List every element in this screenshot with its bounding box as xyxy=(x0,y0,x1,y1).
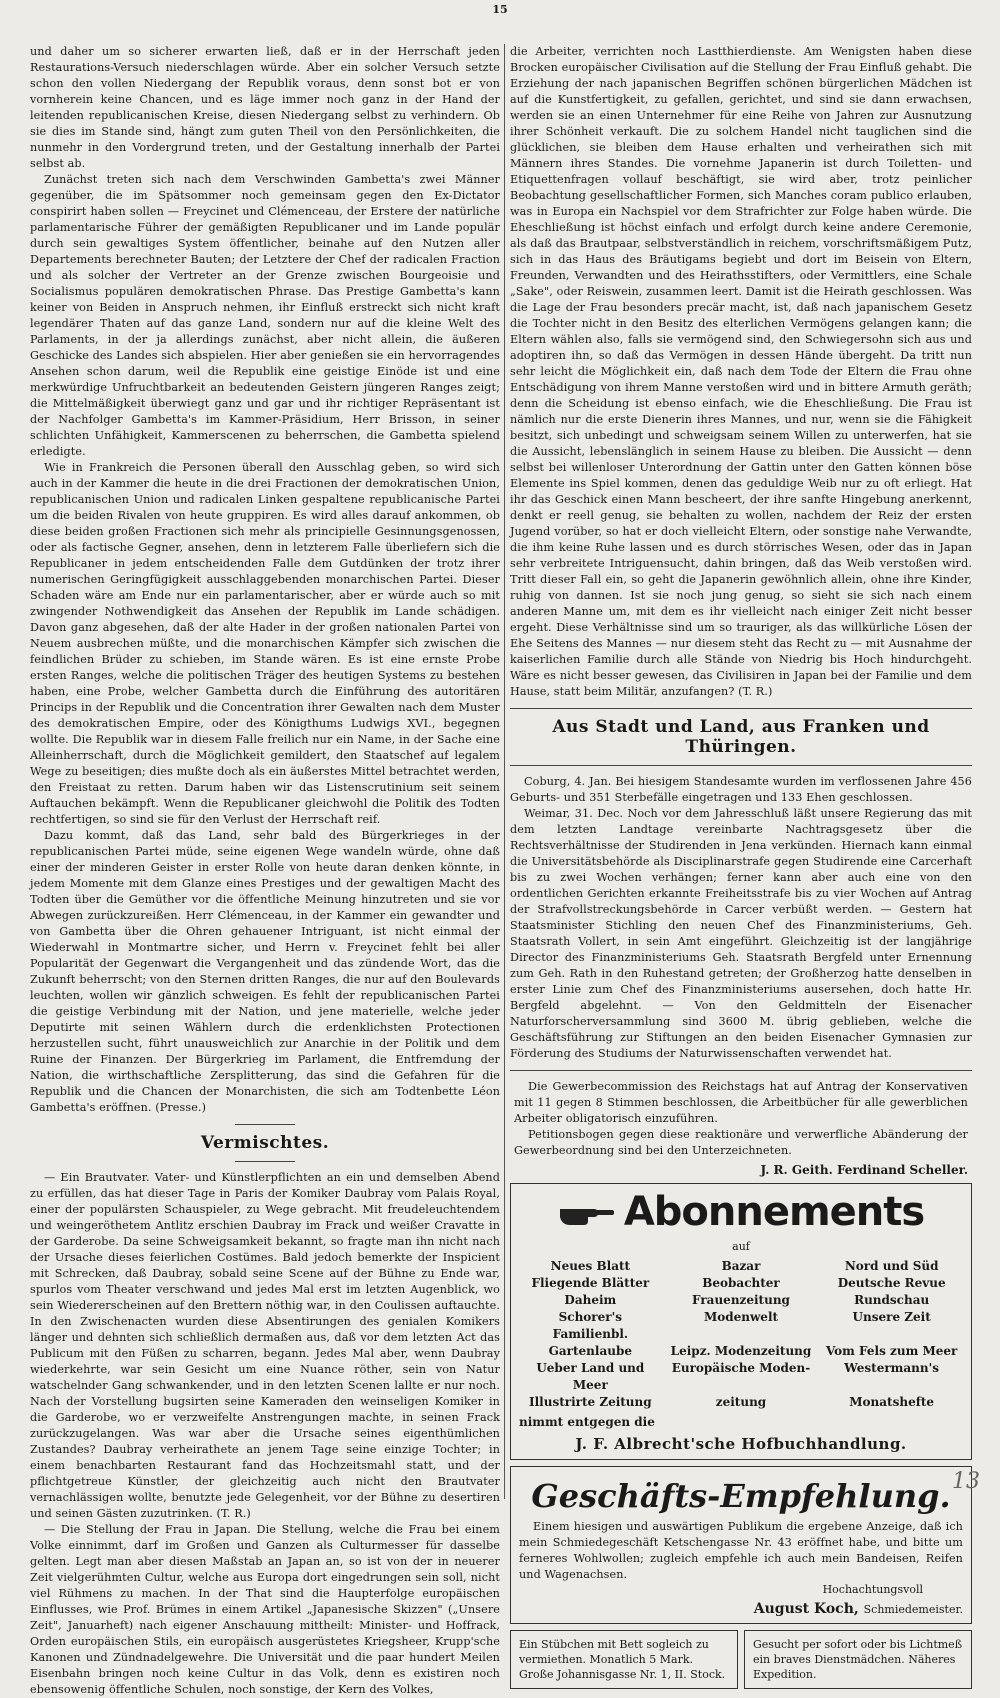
divider xyxy=(235,1161,295,1162)
magazine-item: Europäische Moden- xyxy=(671,1361,811,1375)
classified-room: Ein Stübchen mit Bett sogleich zu vermiethen. Monatlich 5 Mark. Große Johannisgasse Nr. 1, II. Stock. xyxy=(510,1630,738,1689)
ad-signature xyxy=(519,1601,963,1617)
divider xyxy=(510,708,972,709)
magazine-item: Monatshefte xyxy=(849,1395,935,1409)
article-paragraph: — Die Stellung der Frau in Japan. Die Stellung, welche die Frau bei einem Volke einnimmt, darf im Großen und Ganzen als Culturmesser für dasselbe gelten. Legt man aber diesen Maßstab an Japan an, so ist von der in neuerer Zeit vielgerühmten Cultur, welche aus Europa dort eingedrungen sein soll, nicht viel Rühmens zu machen. In der That sind die Haupterfolge europäischen Einflusses, wie Prof. Brümes in einem Artikel „Japanesische Skizzen" („Unsere Zeit", Januarheft) nach eigener Anschauung mittheilt: Minister- und Hoffrack, Orden europäischen Stils, ein europäisch ausgerüstetes Kriegsheer, Krupp'sche Kanonen und Zündnadelgewehre. Die Universität und die paar hundert Meilen Eisenbahn bringen noch keine Cultur in das Volk, denn es existiren noch ebensowenig öffentliche Schulen, noch sonstige, der Kern des Volkes, xyxy=(30,1523,500,1696)
magazine-item: zeitung xyxy=(715,1395,767,1409)
ad-title xyxy=(519,1190,963,1236)
advertisement-geschaeft xyxy=(510,1466,972,1624)
article-paragraph: Dazu kommt, daß das Land, sehr bald des Bürgerkrieges in der republicanischen Partei müde, seine eigenen Wege wandeln würde, ohne daß einer der minderen Geister in erster Rolle von heute daran denken könnte, in jedem Momente mit dem Glanze eines Prestiges und der gewaltigen Macht des Todten über die Gemüther vor die öffentliche Meinung hinzutreten und sie vor Abwegen zurückzureißen. Herr Clémenceau, in der Kammer ein gewandter und von Gambetta über die Ohren gehauener Intriguant, ist nicht einmal der Wiederwahl in Montmartre sicher, und Herrn v. Freycinet fehlt bei aller Popularität der Gegenwart die Vergangenheit und das zündende Wort, das die Zukunft beherrscht; von den Sternen dritten Ranges, die nur auf den Boulevards leuchten, wollen wir gänzlich schweigen. Es fehlt der republicanischen Partei die geistige Verbindung mit der Nation, und jene materielle, welche jeder Deputirte mit seinen Wählern durch die erdenklichsten Protectionen herzustellen sucht, führt unausweichlich zur Anarchie in der Politik und dem Ruine der Finanzen. Der Bürgerkrieg im Parlament, die Entfremdung der Nation, die wirthschaftliche Zersplitterung, das sind die Gefahren für die Republik und die Chancen der Monarchisten, die sich am Todtenbette Léon Gambetta's eröffnen. (Presse.) xyxy=(30,829,500,1114)
magazine-item: Illustrirte Zeitung xyxy=(529,1395,652,1409)
article-paragraph: und daher um so sicherer erwarten ließ, daß er in der Herrschaft jeden Restaurations-Versuch niederschlagen würde. Aber ein solcher Versuch setzte schon den vollen Niedergang der Republik voraus, denn sonst bot er von vornherein keine Chancen, und es läge immer noch ganz in der Hand der leitenden republicanischen Kreise, diesen Niedergang selbst zu verhindern. Ob sie dies im Stande sind, hängt zum guten Theil von den Persönlichkeiten, die nunmehr in den Vordergrund treten, und der Gestaltung innerhalb der Partei selbst ab. xyxy=(30,45,500,170)
ad-auf: auf xyxy=(732,1240,750,1253)
magazine-item: Fliegende Blätter xyxy=(531,1276,650,1290)
magazine-item: Daheim xyxy=(564,1293,617,1307)
magazine-item: Rundschau xyxy=(854,1293,930,1307)
magazine-item: Leipz. Modenzeitung xyxy=(670,1344,812,1358)
magazine-item: Gartenlaube xyxy=(548,1344,632,1358)
magazine-grid xyxy=(519,1258,963,1411)
magazine-item: Unsere Zeit xyxy=(852,1310,931,1324)
ad-regards: Hochachtungsvoll xyxy=(822,1583,923,1596)
advertisement-abonnements xyxy=(510,1183,972,1460)
petition-notice xyxy=(510,1079,972,1177)
article-paragraph: Zunächst treten sich nach dem Verschwinden Gambetta's zwei Männer gegenüber, die im Spätsommer noch gemeinsam gegen den Ex-Dictator conspirirt haben sollen — Freycinet und Clémenceau, der Erstere der natürliche parlamentarische Führer der gemäßigten Republicaner und im Lande populär durch sein gewaltiges System öffentlicher, beinahe auf den Nutzen aller Departements berechneter Bauten; der Letztere der Chef der radicalen Fraction und als solcher der Vertreter an der Grenze zwischen Bourgeoisie und Socialismus populären demokratischen Phrase. Das Prestige Gambetta's kann keiner von Beiden in Anspruch nehmen, ihr Einfluß erstreckt sich nicht kraft legendärer Thaten auf das ganze Land, sondern nur auf die kleine Welt des Parlaments, in der ja allerdings zunächst, aber nicht allein, die äußeren Geschicke des Landes sich abspielen. Hier aber genießen sie ein hervorragendes Ansehen schon darum, weil die Republik eine geistige Einöde ist und eine merkwürdige Unfruchtbarkeit an bedeutenden Geistern jüngeren Ranges zeigt; die Mittelmäßigkeit überwiegt ganz und gar und ihr richtiger Repräsentant ist der Nachfolger Gambetta's im Kammer-Präsidium, Herr Brisson, in seiner schlichten Unfähigkeit, Kammerscenen zu beherrschen, die Gambetta spielend erledigte. xyxy=(30,173,500,458)
magazine-item: Westermann's xyxy=(844,1361,940,1375)
ad-title-text: Abonnements xyxy=(623,1189,925,1235)
right-column xyxy=(510,44,972,1689)
classified-maid: Gesucht per sofort oder bis Lichtmeß ein braves Dienstmädchen. Näheres Expedition. xyxy=(744,1630,972,1689)
ad-name: August Koch, xyxy=(753,1601,859,1617)
notice-text: Petitionsbogen gegen diese reaktionäre und verwerfliche Abänderung der Gewerbeordnung sind bei den Unterzeichneten. xyxy=(514,1128,968,1157)
left-column xyxy=(30,44,500,1698)
handwritten-mark: 13 xyxy=(952,1469,980,1494)
magazine-item: Bazar xyxy=(721,1259,761,1273)
section-heading-vermischtes: Vermischtes. xyxy=(200,1133,330,1153)
ad-title: Geschäfts-Empfehlung. xyxy=(531,1477,951,1515)
column-divider xyxy=(504,44,505,1499)
notice-text: Die Gewerbecommission des Reichstags hat auf Antrag der Konservativen mit 11 gegen 8 Stimmen beschlossen, die Arbeitbücher für alle gewerblichen Arbeiter obligatorisch einzuführen. xyxy=(514,1080,968,1125)
news-item: Weimar, 31. Dec. Noch vor dem Jahresschluß läßt unsere Regierung das mit dem letzten Landtage vereinbarte Nachtragsgesetz über die Rechtsverhältnisse der Studirenden in Jena verkünden. Hiernach kann einmal die Universitätsbehörde als Disciplinarstrafe gegen Studirende eine Carcerhaft bis zu zwei Wochen verhängen; ferner kann aber auch eine von den ordentlichen Gerichten erkannte Freiheitsstrafe bis zu vier Wochen auf Antrag der Strafvollstreckungsbehörde in Carcer verbüßt werden. — Gestern hat Staatsminister Stichling den neuen Chef des Finanzministeriums, Geh. Staatsrath Vollert, in sein Amt eingeführt. Gleichzeitig ist der langjährige Director des Finanzministeriums Geh. Staatsrath Bergfeld unter Ernennung zum Geh. Rath in den Ruhestand getreten; der Großherzog hatte denselben in erster Linie zum Chef des Finanzministeriums ausersehen, doch hatte Hr. Bergfeld abgelehnt. — Von den Geldmitteln der Eisenacher Naturforscherversammlung sind 3600 M. übrig geblieben, welche die Geschäftsführung zur Stiftungen an den beiden Eisenacher Gymnasien zur Förderung des Studiums der Naturwissenschaften verwendet hat. xyxy=(510,807,972,1060)
divider xyxy=(510,765,972,766)
ad-body: Einem hiesigen und auswärtigen Publikum die ergebene Anzeige, daß ich mein Schmiedegeschäft Ketschengasse Nr. 43 eröffnet habe, und bitte um ferneres Wohlwollen; zugleich empfehle ich auch mein Bandeisen, Reifen und Wagenachsen. xyxy=(519,1520,963,1581)
notice-signature: J. R. Geith. Ferdinand Scheller. xyxy=(760,1163,968,1177)
article-paragraph: die Arbeiter, verrichten noch Lastthierdienste. Am Wenigsten haben diese Brocken europäischer Civilisation auf die Stellung der Frau Einfluß gehabt. Die Erziehung der nach japanischen Begriffen schönen bürgerlichen Mädchen ist auf die Kunstfertigkeit, zu gefallen, gerichtet, und sind sie dann erwachsen, werden sie an einen Unternehmer für eine Reihe von Jahren zur Ausnutzung ihrer Schönheit verkauft. Die zu solchem Handel nicht tauglichen sind die glücklichen, sie bleiben dem Hause erhalten und verheirathen sich mit Männern ihres Standes. Die vornehme Japanerin ist durch Toiletten- und Etiquettenfragen vollauf beschäftigt, sie wird aber, trotz peinlicher Beobachtung gesellschaftlicher Formen, sich Manches coram publico erlauben, was in Europa ein Nachspiel vor dem Strafrichter zur Folge haben würde. Die Eheschließung ist höchst einfach und erfolgt durch keine andere Ceremonie, als daß das Brautpaar, selbstverständlich in reichem, vorschriftsmäßigem Putz, sich in das Haus des Bräutigams begiebt und dort im Beisein von Eltern, Freunden, Verwandten und des Heirathsstifters, oder Vermittlers, eine Schale „Sake", oder Reiswein, zusammen leert. Damit ist die Heirath geschlossen. Was die Lage der Frau besonders precär macht, ist, daß nach japanischem Gesetz die Tochter nicht in den Besitz des elterlichen Vermögens gelangen kann; die Eltern wählen also, falls sie vermögend sind, den Schwiegersohn sich aus und adoptiren ihn, so daß das Vermögen in dessen Hände übergeht. Da tritt nun sehr leicht die Möglichkeit ein, daß nach dem Tode der Eltern die Frau ohne Entschädigung von ihrem Manne verstoßen wird und in bittere Armuth geräth; denn die Scheidung ist ebenso einfach, wie die Eheschließung. Die Frau ist nämlich nur die erste Dienerin ihres Mannes, und nur, wenn sie die Fähigkeit besitzt, sich unbedingt und schweigsam seinem Willen zu unterwerfen, hat sie die Aussicht, lebenslänglich in seinem Hause zu bleiben. Die Aussicht — denn selbst bei willenloser Unterordnung der Gattin unter den Gatten können böse Elemente ins Spiel kommen, denen das geduldige Weib nur zu oft erliegt. Hat ihr das Geschick einen Mann bescheert, der ihre sanfte Hingebung anerkennt, denkt er reell genug, sie behalten zu wollen, nachdem der Reiz der ersten Jugend vorüber, so hat er doch vielleicht Eltern, oder sonstige nahe Verwandte, die ihm keine Ruhe lassen und es durch störrisches Wesen, oder das in Japan sehr verbreitete Intriguensucht, dahin bringen, daß das Weib verstoßen wird. Tritt dieser Fall ein, so geht die Japanerin gewöhnlich allein, ohne ihre Kinder, ruhig von dannen. Ist sie noch jung genug, so sieht sie sich nach einem anderen Manne um, mit dem es ihr vielleicht nach einiger Zeit nicht besser ergeht. Diese Verhältnisse sind um so trauriger, als das willkürliche Lösen der Ehe Seitens des Mannes — nur diesem steht das Recht zu — mit Ausnahme der kaiserlichen Familie durch alle Stände von Niedrig bis Hoch hindurchgeht. Wäre es nicht besser gewesen, das Civilisiren in Japan bei der Familie und dem Hause, statt beim Militär, anzufangen? (T. R.) xyxy=(510,45,972,698)
magazine-item: Modenwelt xyxy=(703,1310,779,1324)
ad-role: Schmiedemeister. xyxy=(863,1603,963,1616)
section-heading-local-news: Aus Stadt und Land, aus Franken und Thüringen. xyxy=(552,717,930,757)
magazine-item: Neues Blatt xyxy=(550,1259,631,1273)
magazine-item: Beobachter xyxy=(702,1276,780,1290)
divider xyxy=(510,1070,972,1071)
classified-ads xyxy=(510,1630,972,1689)
pointing-hand-icon xyxy=(558,1192,618,1236)
magazine-item: Frauenzeitung xyxy=(692,1293,790,1307)
magazine-item: Schorer's Familienbl. xyxy=(552,1310,629,1341)
ad-taker: nimmt entgegen die xyxy=(519,1415,655,1429)
page-number: 15 xyxy=(492,3,508,16)
ad-vendor: J. F. Albrecht'sche Hofbuchhandlung. xyxy=(575,1435,907,1453)
magazine-item: Ueber Land und Meer xyxy=(536,1361,645,1392)
divider xyxy=(235,1124,295,1125)
magazine-item: Vom Fels zum Meer xyxy=(825,1344,958,1358)
article-paragraph: Wie in Frankreich die Personen überall den Ausschlag geben, so wird sich auch in der Kammer die heute in die drei Fractionen der demokratischen Union, republicanischen Union und radicalen Linken gespaltene republicanische Partei um die beiden Rivalen von heute gruppiren. Es wird alles darauf ankommen, ob diese beiden großen Fractionen sich mehr als principielle Gesinnungsgenossen, oder als factische Gegner, ansehen, denn in letzterem Falle überliefern sich die Republicaner in jedem entscheidenden Falle dem Gutdünken der trotz ihrer numerischen Geringfügigkeit ausschlaggebenden monarchischen Partei. Dieser Schaden wäre am Ende nur ein parlamentarischer, aber er würde auch so mit zwingender Nothwendigkeit das Ansehen der Republik im Lande schädigen. Davon ganz abgesehen, daß der alte Hader in der großen nationalen Partei von Neuem ausbrechen müßte, und die monarchischen Kämpfer sich zwischen die feindlichen Brüder zu schieben, im Stande wären. Es ist eine ernste Probe ersten Ranges, welche die politischen Träger des heutigen Systems zu bestehen haben, eine Probe, welcher Gambetta durch die Einführung des autoritären Princips in der Republik und die Concentration ihrer Gewalten nach dem Muster des demokratischen Empire, oder des Königthums Ludwigs XVI., begegnen wollte. Die Republik war in diesem Falle freilich nur ein Name, in der Sache eine Alleinherrschaft, durch die Möglichkeit gemildert, den Staatschef auf legalem Wege zu beseitigen; dies mußte doch als ein äußerstes Mittel betrachtet werden, den Freistaat zu retten. Darum haben wir das Listenscrutinium seit seinem Auftauchen bekämpft. Wenn die Republicaner gleichwohl die Politik des Todten rechtfertigen, so sind sie für den Verlust der Herrschaft reif. xyxy=(30,461,500,826)
magazine-item: Deutsche Revue xyxy=(837,1276,946,1290)
article-paragraph: — Ein Brautvater. Vater- und Künstlerpflichten an ein und demselben Abend zu erfüllen, das hat dieser Tage in Paris der Komiker Daubray vom Palais Royal, einer der populärsten Schauspieler, zu Wege gebracht. Mit freudeleuchtendem und weingeröthetem Antlitz erschien Daubray im Frack und weißer Cravatte in der Garderobe. Da seine Schweigsamkeit bekannt, so fragte man ihn nicht nach der Ursache dieses feierlichen Costümes. Bald jedoch bemerkte der Inspicient mit Schrecken, daß Daubray, sobald seine Scene auf der Bühne zu Ende war, spurlos vom Theater verschwand und jedes Mal erst im letzten Augenblick, wo sein Wiedererscheinen auf den Brettern nöthig war, in den Coulissen auftauchte. In den Zwischenacten wurden diese Absentirungen des genialen Komikers länger und dehnten sich schließlich dermaßen aus, daß vor dem letzten Act das Publicum mit den Füßen zu scharren, begann. Jedes Mal aber, wenn Daubray wiederkehrte, war sein Gesicht um eine Nuance röther, sein von Natur watschelnder Gang schwankender, und in den letzten Scenen lallte er nur noch. Nach der Vorstellung bugsirten seine Kameraden den weinseligen Komiker in die Garderobe, wo er verzweifelte Anstrengungen machte, in seinen Frack zurückzugelangen. Was war aber die Ursache seines eigenthümlichen Zustandes? Daubray verheirathete an jenem Tage seine einzige Tochter; in einem benachbarten Restaurant fand das Hochzeitsmahl statt, und der pflichtgetreue Künstler, der gleichzeitig auch nicht den Brautvater vernachlässigen wollte, benutzte jede Gelegenheit, vor der Bühne zu desertiren und seinen Gästen zuzutrinken. (T. R.) xyxy=(30,1171,500,1520)
news-item: Coburg, 4. Jan. Bei hiesigem Standesamte wurden im verflossenen Jahre 456 Geburts- und 351 Sterbefälle eingetragen und 133 Ehen geschlossen. xyxy=(510,775,972,804)
magazine-item: Nord und Süd xyxy=(844,1259,939,1273)
